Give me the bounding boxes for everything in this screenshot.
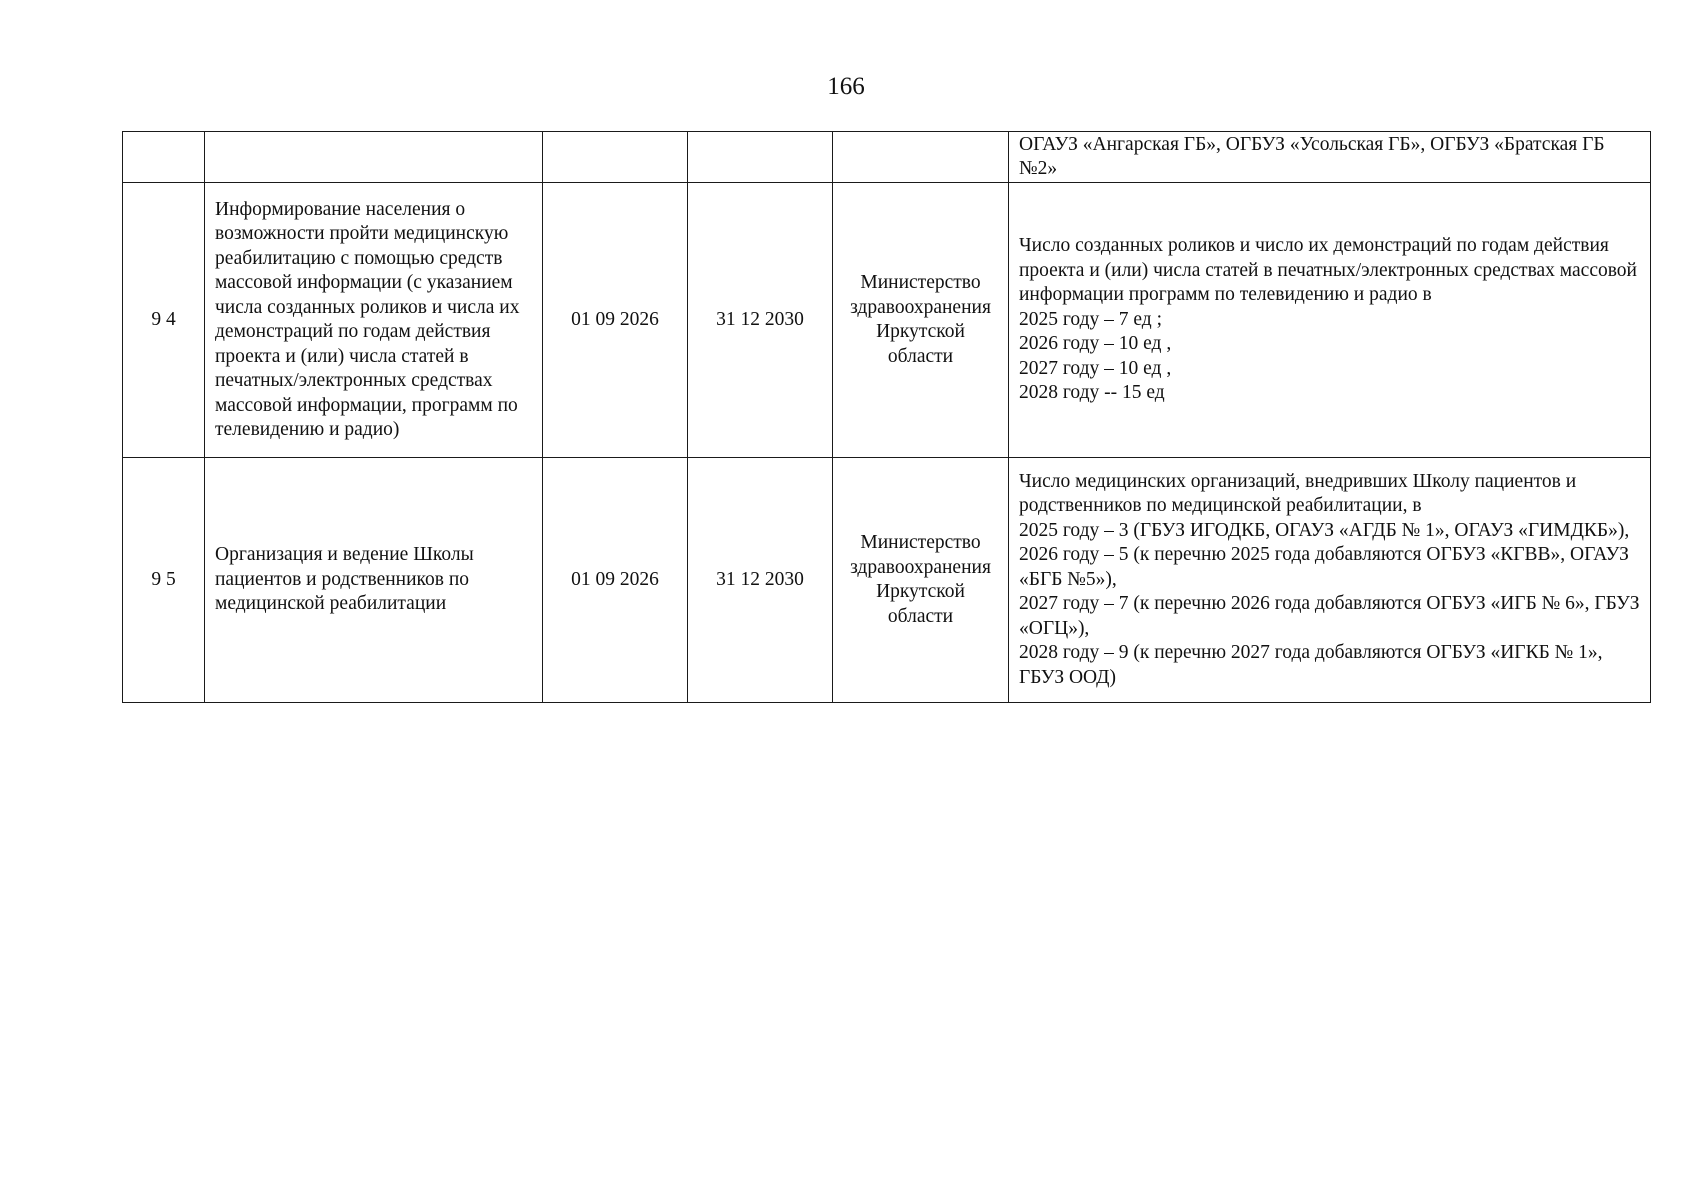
executor-cell xyxy=(833,458,1009,703)
page-number: 166 xyxy=(827,73,865,100)
start-date-cell: 01 09 2026 xyxy=(543,183,688,458)
executor-cell xyxy=(833,132,1009,183)
table-row xyxy=(123,183,1651,458)
result-line: Число созданных роликов и число их демонстраций по годам действия проекта и (или) числа статей в печатных/электронных средствах массовой информации программ по телевидению и радио в xyxy=(1019,235,1637,306)
row-number-cell xyxy=(123,132,205,183)
executor-line: здравоохранения xyxy=(850,556,991,578)
row-number-cell: 9 4 xyxy=(123,183,205,458)
table-row xyxy=(123,132,1651,183)
result-cell xyxy=(1009,458,1651,703)
executor-line: здравоохранения xyxy=(850,296,991,318)
event-cell xyxy=(205,132,543,183)
executor-line: Министерство xyxy=(860,272,981,293)
result-line: Число медицинских организаций, внедривших Школу пациентов и родственников по медицинской реабилитации, в xyxy=(1019,470,1577,517)
executor-line: Иркутской xyxy=(876,321,965,342)
executor-line: области xyxy=(887,605,954,627)
result-line: 2027 году – 7 (к перечню 2026 года добавляются ОГБУЗ «ИГБ № 6», ГБУЗ «ОГЦ»), xyxy=(1019,593,1640,639)
result-line: 2026 году – 10 ед , xyxy=(1019,333,1172,355)
result-line: 2025 году – 7 ед ; xyxy=(1019,308,1162,330)
result-line: 2025 году – 3 (ГБУЗ ИГОДКБ, ОГАУЗ «АГДБ № 1», ОГАУЗ «ГИМДКБ»), xyxy=(1019,519,1630,541)
result-line: 2028 году -- 15 ед xyxy=(1019,382,1165,404)
table-row xyxy=(123,458,1651,703)
result-cell xyxy=(1009,183,1651,458)
result-line: 2027 году – 10 ед , xyxy=(1019,357,1172,379)
executor-line: Министерство xyxy=(860,532,981,553)
executor-line: Иркутской xyxy=(876,581,965,602)
row-number-cell: 9 5 xyxy=(123,458,205,703)
result-cell xyxy=(1009,132,1651,183)
result-line: 2026 году – 5 (к перечню 2025 года добавляются ОГБУЗ «КГВВ», ОГАУЗ «БГБ №5»), xyxy=(1019,544,1629,590)
event-cell: Информирование населения о возможности пройти медицинскую реабилитацию с помощью средств массовой информации (с указанием числа созданных роликов и числа их демонстраций по годам действия проекта и (или) числа статей в печатных/электронных средствах массовой информации, программ по телевидению и радио) xyxy=(205,183,543,458)
start-date-cell: 01 09 2026 xyxy=(543,458,688,703)
result-line: 2028 году – 9 (к перечню 2027 года добавляются ОГБУЗ «ИГКБ № 1», ГБУЗ ООД) xyxy=(1019,642,1603,688)
end-date-cell: 31 12 2030 xyxy=(688,183,833,458)
end-date-cell: 31 12 2030 xyxy=(688,458,833,703)
event-cell: Организация и ведение Школы пациентов и родственников по медицинской реабилитации xyxy=(205,458,543,703)
result-line: ОГАУЗ «Ангарская ГБ», ОГБУЗ «Усольская ГБ», ОГБУЗ «Братская ГБ №2» xyxy=(1019,133,1605,179)
executor-cell xyxy=(833,183,1009,458)
measures-table xyxy=(122,131,1651,703)
end-date-cell xyxy=(688,132,833,183)
start-date-cell xyxy=(543,132,688,183)
executor-line: области xyxy=(887,345,954,367)
